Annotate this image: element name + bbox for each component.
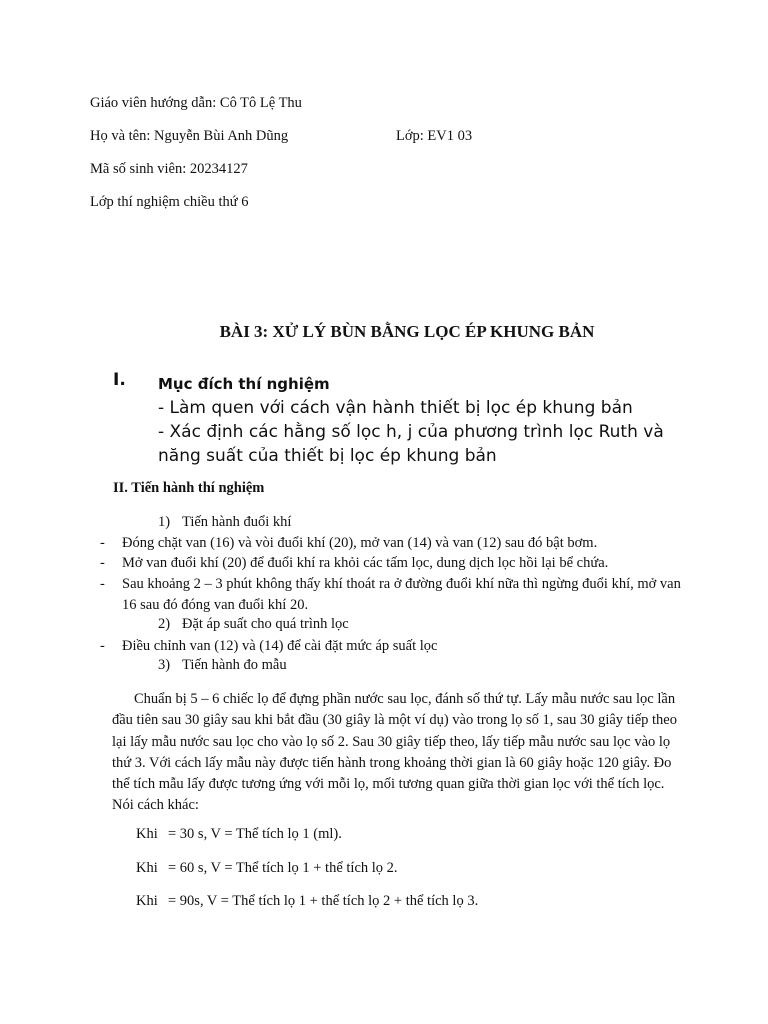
student-id-line: Mã số sinh viên: 20234127 — [90, 161, 248, 177]
condition-text: = 30 s, V = Thể tích lọ 1 (ml). — [168, 826, 342, 842]
section2-heading — [113, 480, 264, 497]
condition-keyword: Khi — [136, 826, 158, 842]
condition-keyword: Khi — [136, 860, 158, 876]
condition-line — [136, 893, 478, 910]
step-label: Tiến hành đuổi khí — [182, 514, 292, 530]
bullet-text: Sau khoảng 2 – 3 phút không thấy khí thoát ra ở đường đuổi khí nữa thì ngừng đuổi khí, mở van 16 sau đó đóng van đuổi khí 20. — [122, 576, 681, 613]
step-item — [158, 616, 349, 633]
bullet-text: Mở van đuổi khí (20) để đuổi khí ra khỏi các tấm lọc, dung dịch lọc hồi lại bể chứa. — [122, 555, 609, 571]
section1-number: I. — [113, 370, 126, 390]
step-label: Tiến hành đo mẫu — [182, 657, 287, 673]
step-number: 1) — [158, 514, 171, 530]
section1-line: - Xác định các hằng số lọc h, j của phương trình lọc Ruth và năng suất của thiết bị lọc ép khung bản — [158, 422, 664, 466]
section1-heading: Mục đích thí nghiệm — [158, 375, 330, 393]
step-item — [158, 514, 291, 531]
supervisor-line: Giáo viên hướng dẫn: Cô Tô Lệ Thu — [90, 95, 302, 111]
condition-text: = 60 s, V = Thể tích lọ 1 + thể tích lọ 2. — [168, 860, 398, 876]
condition-line — [136, 826, 342, 843]
section1-line: - Làm quen với cách vận hành thiết bị lọc ép khung bản — [158, 398, 633, 418]
class-line: Lớp: EV1 03 — [396, 128, 473, 144]
bullet-item — [100, 533, 685, 554]
procedure-paragraph: Chuẩn bị 5 – 6 chiếc lọ để đựng phần nước sau lọc, đánh số thứ tự. Lấy mẫu nước sau lọc lần đầu tiên sau 30 giây sau khi bắt đầu (30 giây là một ví dụ) vào trong lọ số 1, sau 30 giây tiếp theo lại lấy mẫu nước sau lọc cho vào lọ số 2. Sau 30 giây tiếp theo, lấy tiếp mẫu nước sau lọc vào lọ thứ 3. Với cách lấy mẫu này được tiến hành trong khoảng thời gian là 60 giây hoặc 120 giây. Đo thể tích mẫu lấy được tương ứng với mỗi lọ, mối tương quan giữa thời gian lọc với thể tích lọc. Nói cách khác: — [112, 691, 677, 814]
condition-line — [136, 860, 398, 877]
section1-block — [158, 372, 698, 468]
dash-marker: - — [100, 638, 105, 654]
student-name-line: Họ và tên: Nguyễn Bùi Anh Dũng — [90, 128, 289, 144]
lab-session-line: Lớp thí nghiệm chiều thứ 6 — [90, 194, 249, 210]
condition-keyword: Khi — [136, 893, 158, 909]
step-number: 2) — [158, 616, 171, 632]
bullet-text: Đóng chặt van (16) và vòi đuổi khí (20), mở van (14) và van (12) sau đó bật bơm. — [122, 535, 598, 551]
bullet-item — [100, 553, 685, 574]
dash-marker: - — [100, 555, 105, 571]
step-item — [158, 657, 287, 674]
step-label: Đặt áp suất cho quá trình lọc — [182, 616, 349, 632]
bullet-item — [100, 574, 685, 616]
section2-title: . Tiến hành thí nghiệm — [124, 480, 265, 496]
document-title: BÀI 3: XỬ LÝ BÙN BẰNG LỌC ÉP KHUNG BẢN — [219, 322, 595, 341]
dash-marker: - — [100, 576, 105, 592]
step-number: 3) — [158, 657, 171, 673]
bullet-text: Điều chỉnh van (12) và (14) để cài đặt mức áp suất lọc — [122, 638, 438, 654]
bullet-item — [100, 636, 685, 657]
section2-number: II — [113, 480, 125, 496]
dash-marker: - — [100, 535, 105, 551]
condition-text: = 90s, V = Thể tích lọ 1 + thể tích lọ 2 + thể tích lọ 3. — [168, 893, 479, 909]
